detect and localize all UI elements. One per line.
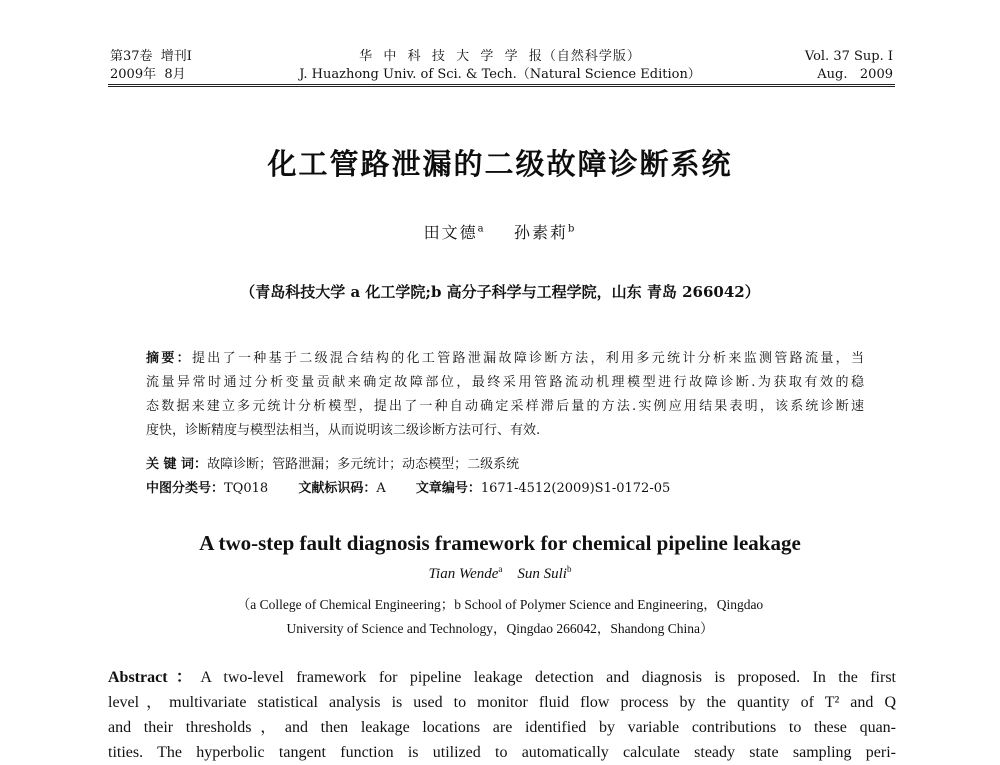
doc-code-label: 文献标识码： (298, 481, 377, 496)
paper-title-en: A two-step fault diagnosis framework for chemical pipeline leakage (199, 531, 801, 555)
header-journal-en: J. Huazhong Univ. of Sci. & Tech.（Natural Science Edition） (299, 67, 701, 82)
authors-en (0, 564, 1000, 583)
header-journal-cn: 华 中 科 技 大 学 学 报（自然科学版） (359, 49, 641, 64)
clc-label: 中图分类号： (146, 481, 225, 496)
author-sup: b (567, 223, 577, 235)
author-name: 田文德 (423, 223, 478, 242)
header-volume: 第37卷 增刊Ⅰ (110, 49, 192, 64)
author-sup: a (477, 223, 486, 235)
author-name-en: Tian Wende (428, 566, 499, 582)
abstract-cn-line (146, 347, 864, 371)
header-date-en: Aug. 2009 (817, 67, 893, 82)
abstract-cn-line: 流量异常时通过分析变量贡献来确定故障部位，最终采用管路流动机理模型进行故障诊断.为获取有效的稳 (146, 375, 864, 390)
article-number-value: 1671-4512(2009)S1-0172-05 (480, 481, 671, 496)
abstract-en-line: tities. The hyperbolic tangent function is utilized to automatically calculate steady state sampling peri- (108, 744, 896, 761)
abstract-en-text: A two-level framework for pipeline leakage detection and diagnosis is proposed. In the first (200, 669, 896, 686)
abstract-en-label: Abstract： (108, 669, 201, 686)
abstract-en (108, 665, 896, 765)
keywords-label: 关 键 词： (146, 457, 208, 472)
affiliation-en-line2: University of Science and Technology，Qingdao 266042，Shandong China） (286, 621, 714, 636)
article-number-label: 文章编号： (415, 481, 481, 496)
doc-code-value: A (376, 481, 386, 496)
header-rule (108, 84, 895, 85)
header-volume-en: Vol. 37 Sup. Ⅰ (804, 49, 893, 64)
header-rule-2 (108, 86, 895, 87)
paper-title-cn: 化工管路泄漏的二级故障诊断系统 (267, 147, 733, 181)
keywords-cn (146, 453, 519, 472)
abstract-cn-text: 提出了一种基于二级混合结构的化工管路泄漏故障诊断方法，利用多元统计分析来监测管路流量，当 (191, 351, 864, 366)
classification-line (146, 477, 670, 496)
affiliation-cn: （青岛科技大学 a 化工学院;b 高分子科学与工程学院，山东 青岛 266042） (240, 283, 760, 301)
author-name: 孙素莉 (513, 223, 568, 242)
abstract-en-line: and their thresholds，and then leakage locations are identified by variable contributions to these quan- (108, 719, 896, 736)
clc-value: TQ018 (224, 481, 269, 496)
abstract-cn-line: 态数据来建立多元统计分析模型，提出了一种自动确定采样滞后量的方法.实例应用结果表明，该系统诊断速 (146, 399, 864, 414)
author-sup-en: b (566, 564, 572, 574)
author-name-en: Sun Suli (517, 566, 567, 582)
abstract-en-line: level，multivariate statistical analysis is used to monitor fluid flow process by the quantity of T² and Q (108, 694, 896, 711)
header-date: 2009年 8月 (110, 67, 186, 82)
keywords-text: 故障诊断；管路泄漏；多元统计；动态模型；二级系统 (207, 457, 520, 472)
affiliation-en-line1: （a College of Chemical Engineering；b School of Polymer Science and Engineering，Qingdao (236, 597, 764, 612)
abstract-cn (146, 347, 864, 443)
author-sup-en: a (498, 564, 503, 574)
abstract-en-line (108, 665, 896, 690)
abstract-cn-label: 摘要： (146, 351, 192, 366)
abstract-cn-line: 度快，诊断精度与模型法相当，从而说明该二级诊断方法可行、有效. (146, 423, 541, 438)
authors-cn (0, 220, 1000, 243)
